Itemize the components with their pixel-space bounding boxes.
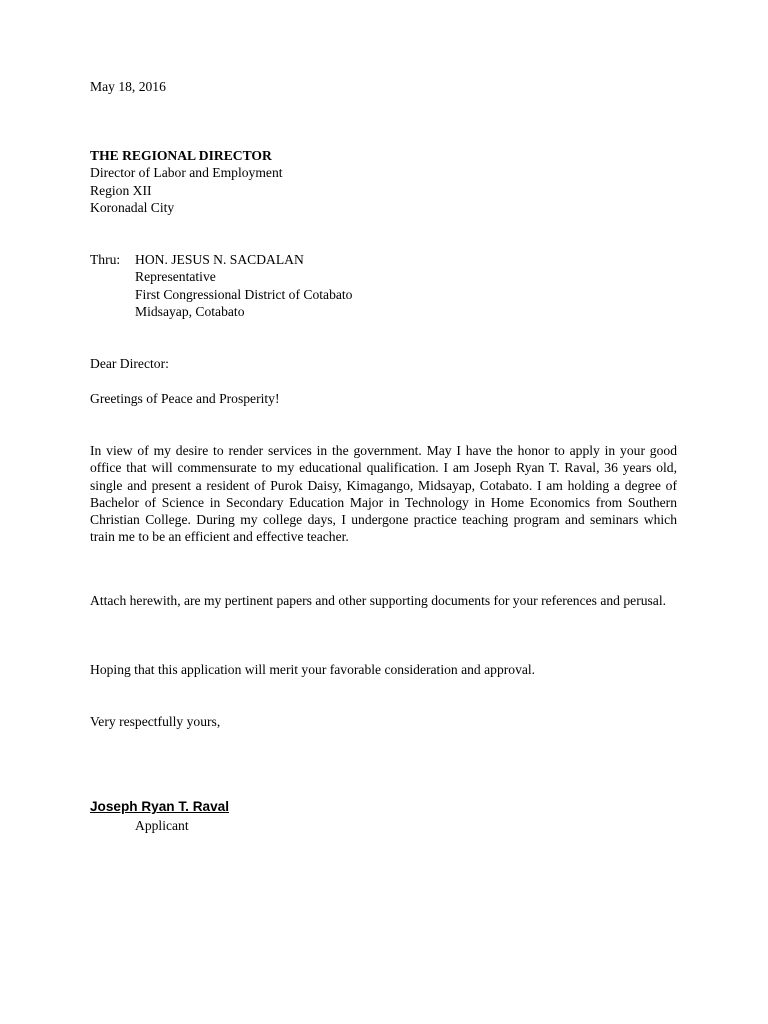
addressee-line: Koronadal City (90, 199, 175, 215)
addressee-line: Director of Labor and Employment (90, 165, 283, 181)
thru-block (135, 251, 352, 320)
thru-label: Thru: (90, 252, 121, 267)
signature-name: Joseph Ryan T. Raval (90, 799, 230, 814)
letter-date: May 18, 2016 (90, 79, 166, 94)
thru-name: HON. JESUS N. SACDALAN (135, 252, 304, 267)
greeting: Greetings of Peace and Prosperity! (90, 391, 280, 406)
addressee-line: Region XII (90, 182, 152, 198)
thru-line: Representative (135, 269, 216, 285)
closing: Very respectfully yours, (90, 714, 221, 729)
body-paragraph: Hoping that this application will merit your favorable consideration and approval. (90, 662, 536, 677)
salutation: Dear Director: (90, 356, 169, 371)
addressee-block (90, 147, 283, 216)
body-paragraph: Attach herewith, are my pertinent papers and other supporting documents for your references and perusal. (90, 593, 667, 608)
thru-line: Midsayap, Cotabato (135, 303, 245, 319)
signature-title: Applicant (135, 818, 189, 833)
addressee-title: THE REGIONAL DIRECTOR (90, 148, 272, 163)
body-paragraph: In view of my desire to render services in the government. May I have the honor to apply in your good office that will commensurate to my educational qualification. I am Joseph Ryan T. Raval, 36 years old, single and present a resident of Purok Daisy, Kimagango, Midsayap, Cotabato. I am holding a degree of Bachelor of Science in Secondary Education Major in Technology in Home Economics from Southern Christian College. During my college days, I undergone practice teaching program and seminars which train me to be an efficient and effective teacher. (90, 443, 677, 545)
thru-line: First Congressional District of Cotabato (135, 286, 353, 302)
